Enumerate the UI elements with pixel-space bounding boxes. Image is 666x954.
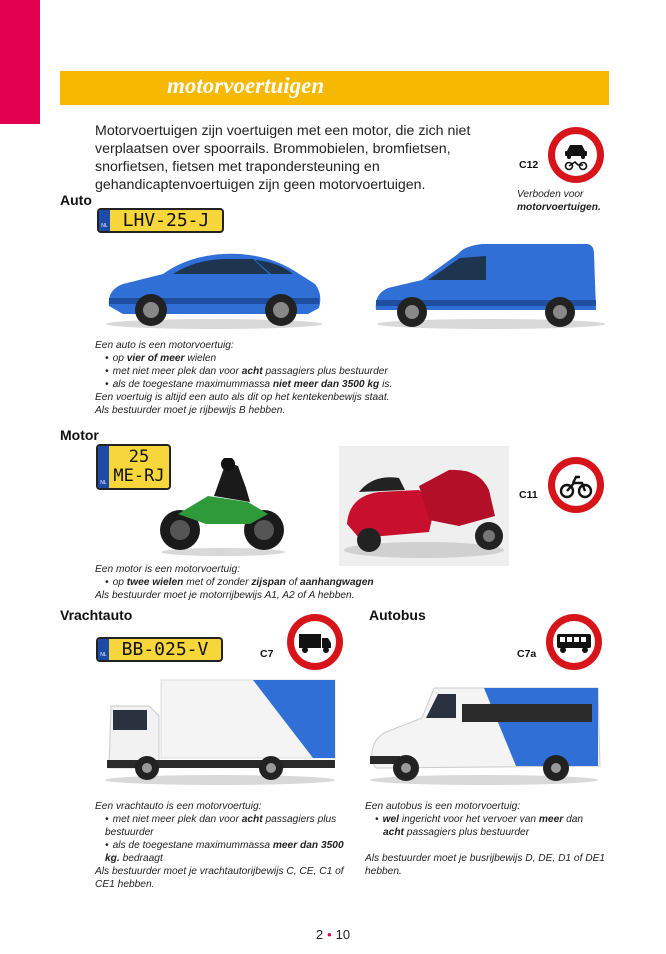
auto-caption-kenteken: Een voertuig is altijd een auto als dit op het kentekenbewijs staat.: [95, 392, 390, 403]
vrachtauto-caption-intro: Een vrachtauto is een motorvoertuig:: [95, 801, 262, 812]
auto-plate-text: LHV-25-J: [122, 210, 210, 231]
minibus-image: [366, 684, 602, 786]
sign-c11-code: C11: [519, 489, 538, 501]
auto-caption-rijbewijs: Als bestuurder moet je rijbewijs B hebben.: [95, 405, 286, 416]
vrachtauto-caption: [95, 800, 345, 891]
vrachtauto-license-plate: [96, 637, 223, 662]
page-separator-dot: •: [327, 927, 332, 942]
page-title: motorvoertuigen: [167, 73, 325, 98]
motor-bullet-1: • op twee wielen met of zonder zijspan of aanhangwagen: [105, 576, 525, 589]
autobus-heading: Autobus: [369, 607, 426, 623]
motorcycle-image: [158, 458, 288, 558]
sign-c12-caption-line1: Verboden voor: [517, 189, 584, 200]
sign-c7-code: C7: [260, 648, 274, 660]
vrachtauto-bullet-1: • met niet meer plek dan voor acht passagiers plus bestuurder: [105, 813, 345, 839]
chapter-tab: [0, 0, 40, 124]
auto-caption-intro: Een auto is een motorvoertuig:: [95, 340, 234, 351]
motor-caption: [95, 563, 525, 602]
vrachtauto-heading: Vrachtauto: [60, 607, 133, 623]
truck-image: [103, 676, 338, 786]
blue-van-image: [372, 240, 610, 330]
page-number: [0, 927, 666, 942]
motor-heading: Motor: [60, 427, 99, 443]
motor-caption-rijbewijs: Als bestuurder moet je motorrijbewijs A1, A2 of A hebben.: [95, 590, 355, 601]
sign-c7a-code: C7a: [517, 648, 537, 660]
auto-bullet-3: • als de toegestane maximummassa niet meer dan 3500 kg is.: [105, 378, 525, 391]
intro-text: Motorvoertuigen zijn voertuigen met een motor, die zich niet verplaatsen over spoorrails. Brommobielen, bromfietsen, snorfietsen, fietsen met trapondersteuning en gehandicaptenvoertuigen zijn geen motorvoertuigen.: [95, 123, 471, 193]
title-bar: [60, 71, 609, 105]
eu-flag-icon: NL: [99, 210, 110, 231]
sidecar-motorcycle-image: [339, 446, 509, 566]
sign-c12-caption-line2: motorvoertuigen.: [517, 202, 601, 213]
auto-license-plate: [97, 208, 224, 233]
no-buses-sign-icon: [544, 612, 604, 672]
blue-car-image: [103, 240, 325, 330]
eu-flag-icon: NL: [98, 639, 109, 660]
vrachtauto-bullet-2: • als de toegestane maximummassa meer dan 3500 kg. bedraagt: [105, 839, 345, 865]
autobus-caption: [365, 800, 610, 878]
no-motorcycles-sign-icon: [546, 455, 606, 515]
no-trucks-sign-icon: [285, 612, 345, 672]
auto-heading: Auto: [60, 192, 92, 208]
autobus-caption-intro: Een autobus is een motorvoertuig:: [365, 801, 521, 812]
sign-c12-caption: [517, 188, 601, 214]
motor-plate-text: 25 ME-RJ: [113, 447, 165, 486]
page-number-value: 10: [335, 927, 351, 942]
autobus-caption-rijbewijs: Als bestuurder moet je busrijbewijs D, DE, D1 of DE1 hebben.: [365, 853, 606, 877]
vrachtauto-caption-rijbewijs: Als bestuurder moet je vrachtautorijbewijs C, CE, C1 of CE1 hebben.: [95, 866, 344, 890]
auto-bullet-2: • met niet meer plek dan voor acht passagiers plus bestuurder: [105, 365, 525, 378]
vrachtauto-plate-text: BB-025-V: [121, 639, 209, 660]
motor-caption-intro: Een motor is een motorvoertuig:: [95, 564, 240, 575]
autobus-bullet-1: • wel ingericht voor het vervoer van meer dan acht passagiers plus bestuurder: [375, 813, 610, 839]
sign-c12-code: C12: [519, 159, 539, 171]
no-motor-vehicles-sign-icon: [546, 125, 606, 185]
auto-caption: [95, 339, 525, 417]
page-chapter: 2: [315, 927, 324, 942]
eu-flag-icon: NL: [98, 446, 109, 488]
auto-bullet-1: • op vier of meer wielen: [105, 352, 525, 365]
